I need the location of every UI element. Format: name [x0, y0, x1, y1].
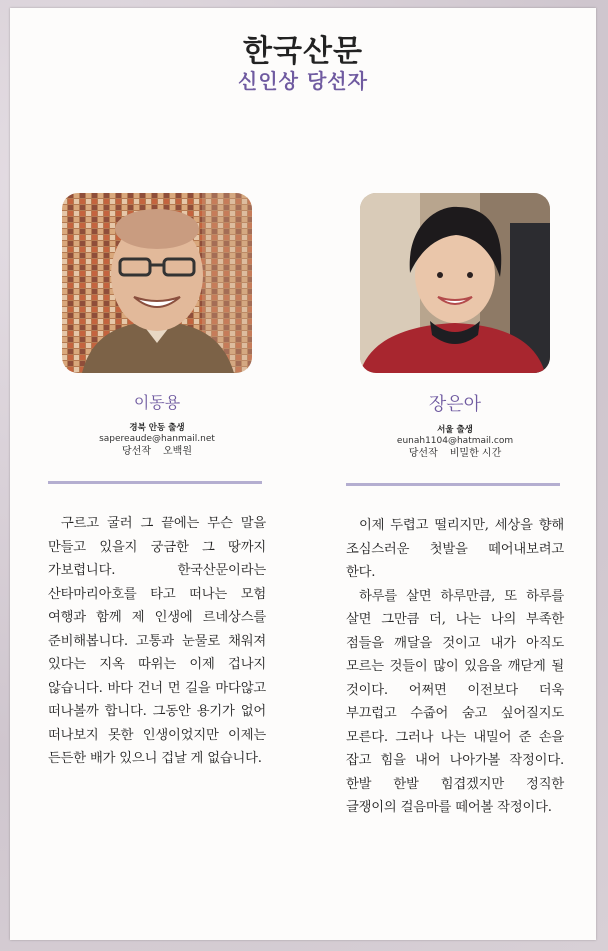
brand-title: 한국산문	[243, 34, 363, 69]
award-label: 당선작	[408, 448, 438, 459]
winner-origin: 경북 안동 출생	[129, 423, 185, 433]
winner-award	[346, 447, 564, 461]
winner-photo-1	[62, 193, 252, 373]
portrait-man-image	[62, 193, 252, 373]
section-divider	[48, 481, 262, 484]
award-label: 당선작	[122, 446, 151, 457]
winner-statement	[346, 514, 564, 820]
winner-email: sapereaude@hanmail.net	[99, 434, 215, 444]
winner-award	[48, 445, 266, 459]
winner-name: 이동용	[133, 393, 181, 412]
statement-paragraph: 하루를 살면 하루만큼, 또 하루를 살면 그만큼 더, 나는 나의 부족한 점들을 깨달을 것이고 내가 아직도 모르는 것들이 많이 있음을 깨닫게 될 것이다. 어쩌면 이전보다 더욱 부끄럽고 수줍어 숨고 싶어질지도 모른다. 그러나 나는 내밀어 준 손을 잡고 힘을 내어 나아가볼 작정이다. 한발 한발 힘겹겠지만 정직한 글쟁이의 걸음마를 떼어볼 작정이다.	[346, 588, 564, 815]
page-subtitle: 신인상 당선자	[238, 69, 368, 93]
winner-email: eunah1104@hatmail.com	[396, 436, 514, 446]
statement-paragraph: 구르고 굴러 그 끝에는 무슨 말을 만들고 있을지 궁금한 그 땅까지 가보렵니다. 한국산문이라는 산타마리아호를 타고 떠나는 모험 여행과 함께 제 인생에 르네상스를 준비해봅니다. 고통과 눈물로 채워져 있다는 지옥 따위는 이제 겁나지 않습니다. 바다 건너 먼 길을 마다않고 떠나볼까 합니다. 그동안 용기가 없어 떠나보지 못한 인생이었지만 이제는 든든한 배가 있으니 겁날 게 없습니다.	[48, 516, 266, 766]
winner-name: 장은아	[428, 394, 482, 415]
statement-paragraph: 이제 두렵고 떨리지만, 세상을 향해 조심스러운 첫발을 떼어내보려고 한다.	[346, 518, 564, 580]
page-header	[10, 36, 596, 94]
award-work-title: 비밀한 시간	[449, 448, 502, 459]
winner-column-2	[346, 193, 564, 820]
winner-origin: 서울 출생	[437, 425, 473, 435]
award-work-title: 오백원	[163, 446, 192, 457]
winner-photo-2	[360, 193, 550, 373]
section-divider	[346, 483, 560, 486]
winner-statement	[48, 512, 266, 771]
magazine-page	[10, 8, 596, 940]
portrait-woman-image	[360, 193, 550, 373]
winner-column-1	[48, 193, 266, 771]
